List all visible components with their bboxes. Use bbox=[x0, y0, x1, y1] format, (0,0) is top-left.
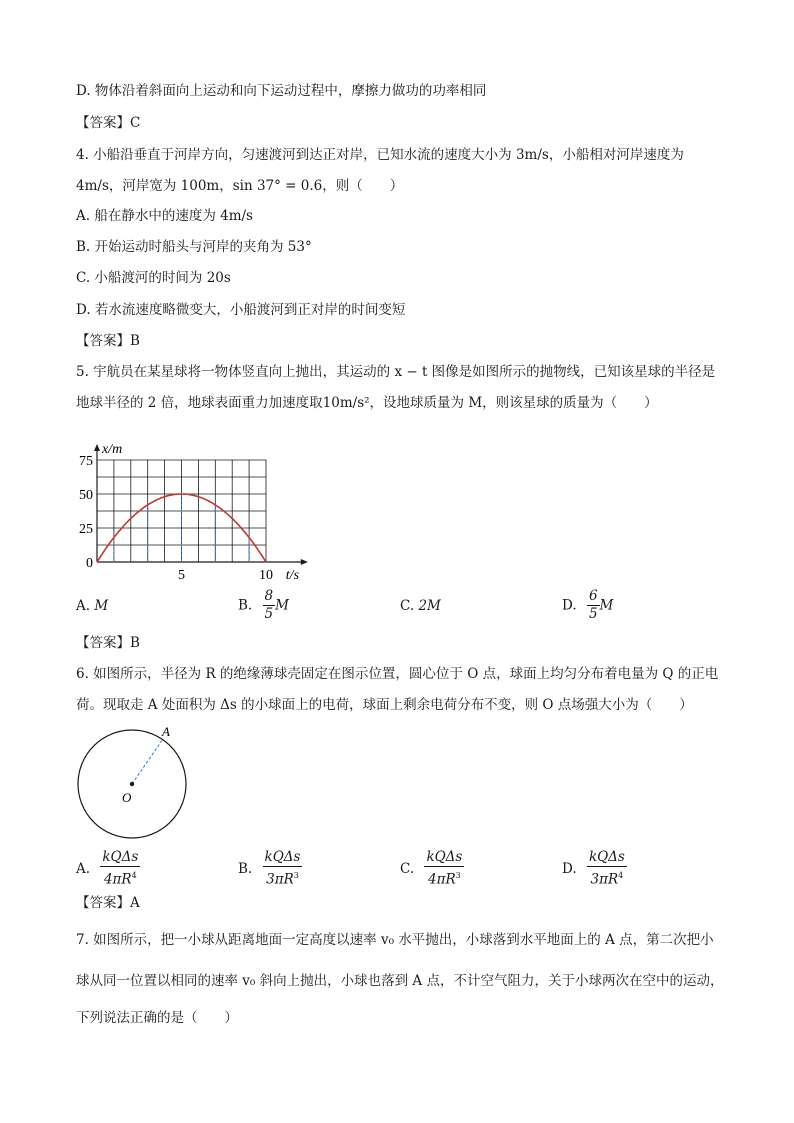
x-axis-label: t/s bbox=[285, 568, 300, 583]
label-a: A bbox=[162, 724, 170, 739]
center-point bbox=[130, 782, 134, 786]
q6-option-b: B. $\frac{\text{kQΔs}}{3\pi R^3}$ bbox=[238, 849, 301, 888]
y-tick-label: 0 bbox=[86, 556, 93, 571]
q4-option-a: A. 船在静水中的速度为 4m/s bbox=[76, 208, 253, 224]
q6-option-c: C. $\frac{\text{kQΔs}}{4\pi R^3}$ bbox=[400, 849, 463, 888]
q5-option-d: D. $\frac{6}{5}$ M bbox=[562, 588, 614, 622]
x-tick-label: 10 bbox=[259, 568, 273, 583]
answer-4: 【答案】B bbox=[76, 333, 140, 349]
sphere-figure bbox=[70, 722, 200, 852]
q6-stem-2: 荷。现取走 A 处面积为 Δs 的小球面上的电荷，球面上剩余电荷分布不变，则 O 点场强大小为（ ） bbox=[76, 697, 693, 713]
x-tick-label: 5 bbox=[178, 568, 185, 583]
q3-option-d: D. 物体沿着斜面向上运动和向下运动过程中，摩擦力做功的功率相同 bbox=[76, 83, 487, 99]
radius-line bbox=[132, 739, 163, 784]
q5-stem-2: 地球半径的 2 倍，地球表面重力加速度取10m/s²，设地球质量为 M，则该星球的质量为（ ） bbox=[76, 395, 658, 411]
xt-graph bbox=[72, 420, 312, 590]
answer-6: 【答案】A bbox=[76, 895, 140, 911]
label-o: O bbox=[122, 790, 132, 805]
q4-stem-1: 4. 小船沿垂直于河岸方向，匀速渡河到达正对岸，已知水流的速度大小为 3m/s，小船相对河岸速度为 bbox=[76, 147, 684, 163]
y-tick-label: 50 bbox=[79, 488, 93, 503]
q7-stem-1: 7. 如图所示，把一小球从距离地面一定高度以速率 v₀ 水平抛出，小球落到水平地面上的 A 点，第二次把小 bbox=[76, 932, 714, 948]
answer-3: 【答案】C bbox=[76, 115, 141, 131]
x-axis-arrow bbox=[301, 559, 308, 565]
y-tick-label: 25 bbox=[79, 522, 93, 537]
q4-stem-2: 4m/s，河岸宽为 100m，sin 37° = 0.6，则（ ） bbox=[76, 178, 404, 194]
q6-option-a: A. $\frac{\text{kQΔs}}{4\pi R^4}$ bbox=[76, 849, 139, 888]
q7-stem-2: 球从同一位置以相同的速率 v₀ 斜向上抛出，小球也落到 A 点，不计空气阻力，关于小球两次在空中的运动， bbox=[76, 973, 724, 989]
q5-option-a: A. M bbox=[76, 598, 109, 614]
q4-option-b: B. 开始运动时船头与河岸的夹角为 53° bbox=[76, 239, 312, 255]
y-axis-label: x/m bbox=[102, 442, 123, 457]
answer-5: 【答案】B bbox=[76, 635, 140, 651]
y-axis-arrow bbox=[94, 444, 100, 451]
q5-option-c: C. 2M bbox=[400, 598, 441, 614]
q6-stem-1: 6. 如图所示，半径为 R 的绝缘薄球壳固定在图示位置，圆心位于 O 点，球面上均匀分布着电量为 Q 的正电 bbox=[76, 666, 719, 682]
q4-option-d: D. 若水流速度略微变大，小船渡河到正对岸的时间变短 bbox=[76, 302, 406, 318]
q5-stem-1: 5. 宇航员在某星球将一物体竖直向上抛出，其运动的 x − t 图像是如图所示的抛物线，已知该星球的半径是 bbox=[76, 364, 716, 380]
q4-option-c: C. 小船渡河的时间为 20s bbox=[76, 270, 231, 286]
q6-option-d: D. $\frac{\text{kQΔs}}{3\pi R^4}$ bbox=[562, 849, 625, 888]
q5-option-b: B. $\frac{8}{5}$ M bbox=[238, 588, 289, 622]
q7-stem-3: 下列说法正确的是（ ） bbox=[76, 1010, 238, 1026]
y-tick-label: 75 bbox=[79, 454, 93, 469]
